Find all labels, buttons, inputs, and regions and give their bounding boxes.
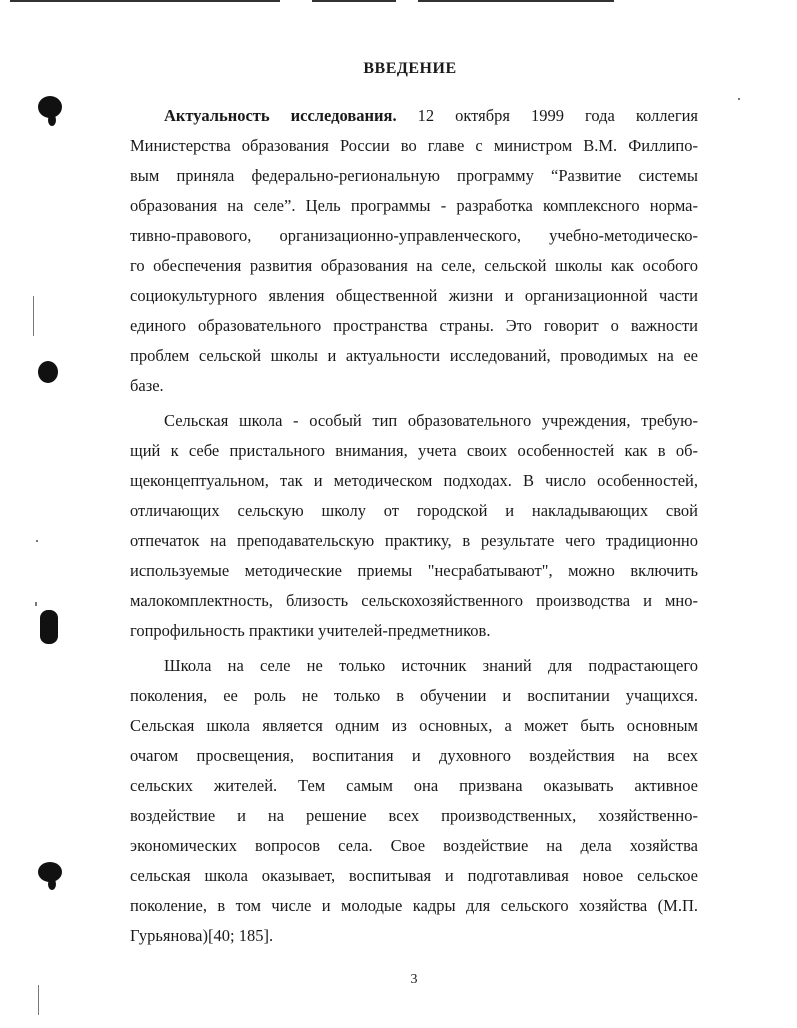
scan-speck xyxy=(38,985,39,1015)
text-line: проблем сельской школы и актуальности исследований, проводимых на ее xyxy=(130,346,698,365)
text-line: базе. xyxy=(130,376,164,395)
text-line: тивно-правового, организационно-управленческого, учебно-методическо- xyxy=(130,226,698,245)
page-title: ВВЕДЕНИЕ xyxy=(363,60,457,77)
scan-edge-line xyxy=(312,0,396,2)
text-line: малокомплектность, близость сельскохозяйственного производства и мно- xyxy=(130,591,698,610)
punch-hole-mark xyxy=(48,878,56,890)
scan-speck xyxy=(36,540,38,542)
text-line: образования на селе”. Цель программы - разработка комплексного норма- xyxy=(130,196,698,215)
text-line: гопрофильность практики учителей-предметников. xyxy=(130,621,491,640)
punch-hole-mark xyxy=(38,361,58,383)
scan-speck xyxy=(33,296,34,336)
paragraph-relevance xyxy=(130,101,698,401)
text-line: поколения, ее роль не только в обучении и воспитании учащихся. xyxy=(130,686,698,705)
text-line: отпечаток на преподавательскую практику, в результате чего традиционно xyxy=(130,531,698,550)
text-line: единого образовательного пространства страны. Это говорит о важности xyxy=(130,316,698,335)
document-body xyxy=(130,101,698,951)
text-line: го обеспечения развития образования на селе, сельской школы как особого xyxy=(130,256,698,275)
text-line: Актуальность исследования. 12 октября 1999 года коллегия xyxy=(164,106,699,125)
text-line: сельских жителей. Тем самым она призвана оказывать активное xyxy=(130,776,698,795)
punch-hole-mark xyxy=(48,114,56,126)
scan-speck xyxy=(738,98,740,100)
scan-speck xyxy=(35,602,37,606)
text-line: поколение, в том числе и молодые кадры для сельского хозяйства (М.П. xyxy=(130,896,698,915)
text-line: Министерства образования России во главе с министром В.М. Филлипо- xyxy=(130,136,698,155)
text-line: воздействие и на решение всех производственных, хозяйственно- xyxy=(130,806,698,825)
text-line: очагом просвещения, воспитания и духовного воздействия на всех xyxy=(130,746,698,765)
text-line: Гурьянова)[40; 185]. xyxy=(130,926,274,945)
text-line: социокультурного явления общественной жизни и организационной части xyxy=(130,286,698,305)
text-line: используемые методические приемы "несрабатывают", можно включить xyxy=(130,561,698,580)
text-line: Сельская школа - особый тип образовательного учреждения, требую- xyxy=(164,411,698,430)
text-line: сельская школа оказывает, воспитывая и подготавливая новое сельское xyxy=(130,866,698,885)
text-line: Школа на селе не только источник знаний для подрастающего xyxy=(164,656,698,675)
text-line: экономических вопросов села. Свое воздействие на дела хозяйства xyxy=(130,836,698,855)
punch-hole-mark xyxy=(40,610,58,644)
paragraph-school-role xyxy=(130,651,698,951)
text-line: щий к себе пристального внимания, учета своих особенностей как в об- xyxy=(130,441,698,460)
page-number: 3 xyxy=(410,972,418,987)
text-line: отличающих сельскую школу от городской и накладывающих свой xyxy=(130,501,698,520)
paragraph-rural-school xyxy=(130,406,698,646)
section-lead: Актуальность исследования. xyxy=(164,106,397,125)
scan-edge-line xyxy=(418,0,614,2)
text-line: Сельская школа является одним из основных, а может быть основным xyxy=(130,716,698,735)
text-line: щеконцептуальном, так и методическом подходах. В число особенностей, xyxy=(130,471,698,490)
text-line: вым приняла федерально-региональную программу “Развитие системы xyxy=(130,166,698,185)
scan-edge-line xyxy=(10,0,280,2)
